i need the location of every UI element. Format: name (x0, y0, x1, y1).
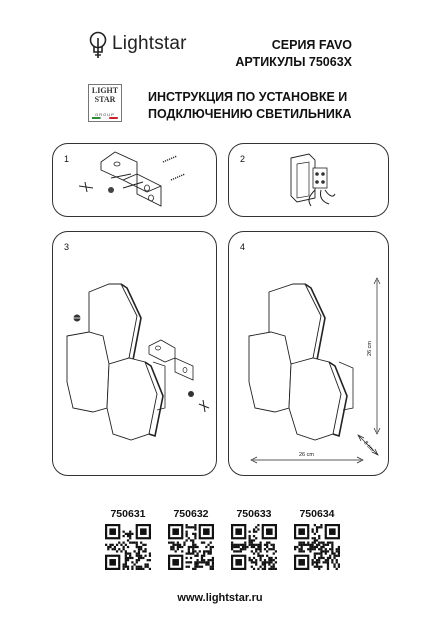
article-number: 750633 (236, 508, 272, 520)
step-panel-4 (228, 231, 389, 476)
step-number: 2 (240, 154, 246, 164)
light-star-group-badge (88, 84, 122, 122)
instruction-title (148, 89, 352, 123)
lamp-assembly-illustration (53, 232, 218, 477)
badge-sub: GROUP (95, 112, 115, 117)
qr-code-icon[interactable] (294, 524, 340, 570)
badge-text (88, 87, 122, 104)
article-number: 750634 (299, 508, 335, 520)
article-number: 750632 (173, 508, 209, 520)
instruction-line-2: ПОДКЛЮЧЕНИЮ СВЕТИЛЬНИКА (148, 107, 352, 121)
article-item (224, 508, 284, 570)
width-dimension-label: 26 cm (299, 452, 314, 458)
height-dimension-label: 26 cm (367, 341, 373, 356)
step-panel-3 (52, 231, 217, 476)
qr-code-icon[interactable] (231, 524, 277, 570)
qr-code-icon[interactable] (168, 524, 214, 570)
depth-dimension-label: 8 cm (362, 440, 375, 453)
badge-line-2: STAR (94, 94, 116, 104)
badge-line-1: LIGHT (91, 86, 119, 95)
website-link[interactable]: www.lightstar.ru (177, 592, 263, 604)
step-panel-2 (228, 143, 389, 217)
article-title: АРТИКУЛЫ 75063X (235, 55, 352, 69)
brand-name: Lightstar (112, 33, 187, 54)
step-number: 3 (64, 242, 70, 252)
step-number: 1 (64, 154, 70, 164)
lightbulb-icon (88, 30, 110, 60)
article-number: 750631 (110, 508, 146, 520)
series-title: СЕРИЯ FAVO (271, 38, 352, 52)
instruction-line-1: ИНСТРУКЦИЯ ПО УСТАНОВКЕ И (148, 90, 348, 104)
wiring-connection-illustration (229, 144, 390, 218)
step-number: 4 (240, 242, 246, 252)
step-panel-1 (52, 143, 217, 217)
article-item (161, 508, 221, 570)
brand-logo (88, 30, 248, 60)
article-item (98, 508, 158, 570)
article-item (287, 508, 347, 570)
bracket-mounting-illustration (53, 144, 218, 218)
qr-code-icon[interactable] (105, 524, 151, 570)
series-block (235, 37, 352, 71)
